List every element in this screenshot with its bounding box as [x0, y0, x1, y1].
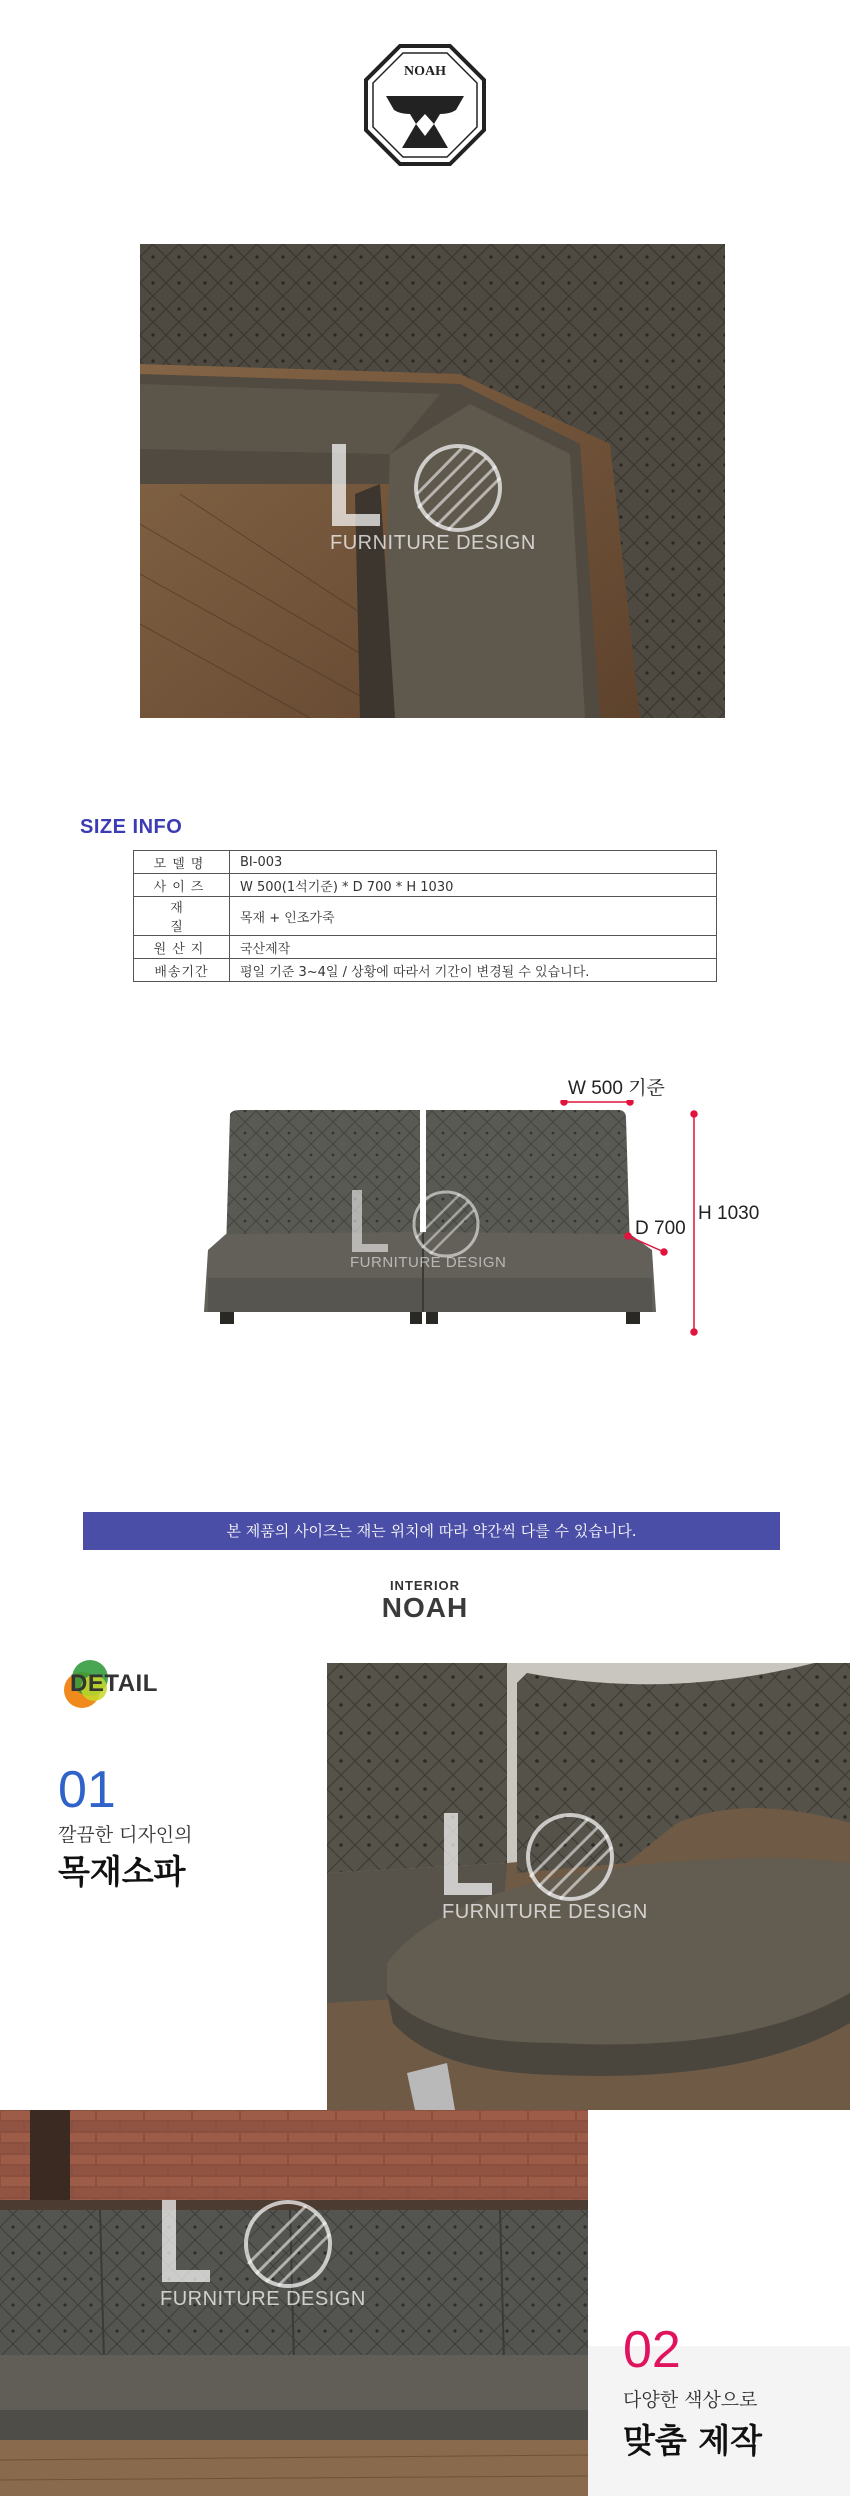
watermark — [442, 1813, 648, 1923]
spec-value: W 500(1석기준) * D 700 * H 1030 — [230, 874, 717, 897]
product-photo-booth-detail — [327, 1663, 850, 2110]
detail-heading: 목재소파 — [58, 1852, 186, 1891]
brand-logo — [364, 44, 486, 166]
depth-dimension-label: D 700 — [635, 1218, 686, 1239]
spec-label: 원산지 — [134, 936, 230, 959]
noah-octagon-icon — [364, 44, 486, 166]
watermark — [350, 1190, 507, 1271]
detail-label: DETAIL — [70, 1670, 158, 1697]
product-photo-curved-booth — [140, 244, 725, 718]
spec-label: 재질 — [134, 897, 230, 936]
interior-label: INTERIOR — [389, 1578, 461, 1593]
spec-label: 배송기간 — [134, 959, 230, 982]
table-row — [134, 897, 717, 936]
spec-value: BI-003 — [230, 851, 717, 874]
spec-value: 국산제작 — [230, 936, 717, 959]
dimension-lines — [550, 1100, 710, 1340]
width-dimension-label: W 500 기준 — [568, 1078, 665, 1099]
table-row — [134, 874, 717, 897]
watermark-logo-icon — [330, 444, 520, 534]
watermark-text: FURNITURE DESIGN — [350, 1254, 507, 1271]
height-dimension-label: H 1030 — [698, 1203, 760, 1224]
table-row — [134, 851, 717, 874]
watermark — [330, 444, 536, 554]
spec-value: 목재 + 인조가죽 — [230, 897, 717, 936]
detail-number: 02 — [623, 2321, 681, 2379]
watermark — [160, 2200, 366, 2310]
spec-table — [133, 850, 717, 982]
detail-number: 01 — [58, 1761, 116, 1819]
table-row — [134, 936, 717, 959]
spec-label: 사이즈 — [134, 874, 230, 897]
watermark-logo-icon — [350, 1190, 490, 1260]
watermark-text: FURNITURE DESIGN — [160, 2288, 366, 2310]
spec-label: 모델명 — [134, 851, 230, 874]
watermark-logo-icon — [442, 1813, 632, 1903]
spec-value: 평일 기준 3~4일 / 상황에 따라서 기간이 변경될 수 있습니다. — [230, 959, 717, 982]
detail-heading: 맞춤 제작 — [623, 2421, 763, 2460]
watermark-text: FURNITURE DESIGN — [442, 1901, 648, 1923]
logo-text: NOAH — [404, 64, 446, 79]
interior-brand: NOAH — [381, 1592, 469, 1623]
product-photo-wall-booth — [0, 2110, 588, 2496]
watermark-text: FURNITURE DESIGN — [330, 532, 536, 554]
size-notice-bar: 본 제품의 사이즈는 재는 위치에 따라 약간씩 다를 수 있습니다. — [83, 1512, 780, 1550]
detail-subtitle: 다양한 색상으로 — [623, 2389, 758, 2411]
detail-subtitle: 깔끔한 디자인의 — [58, 1824, 193, 1846]
size-info-title: SIZE INFO — [80, 816, 183, 838]
table-row — [134, 959, 717, 982]
watermark-logo-icon — [160, 2200, 350, 2290]
